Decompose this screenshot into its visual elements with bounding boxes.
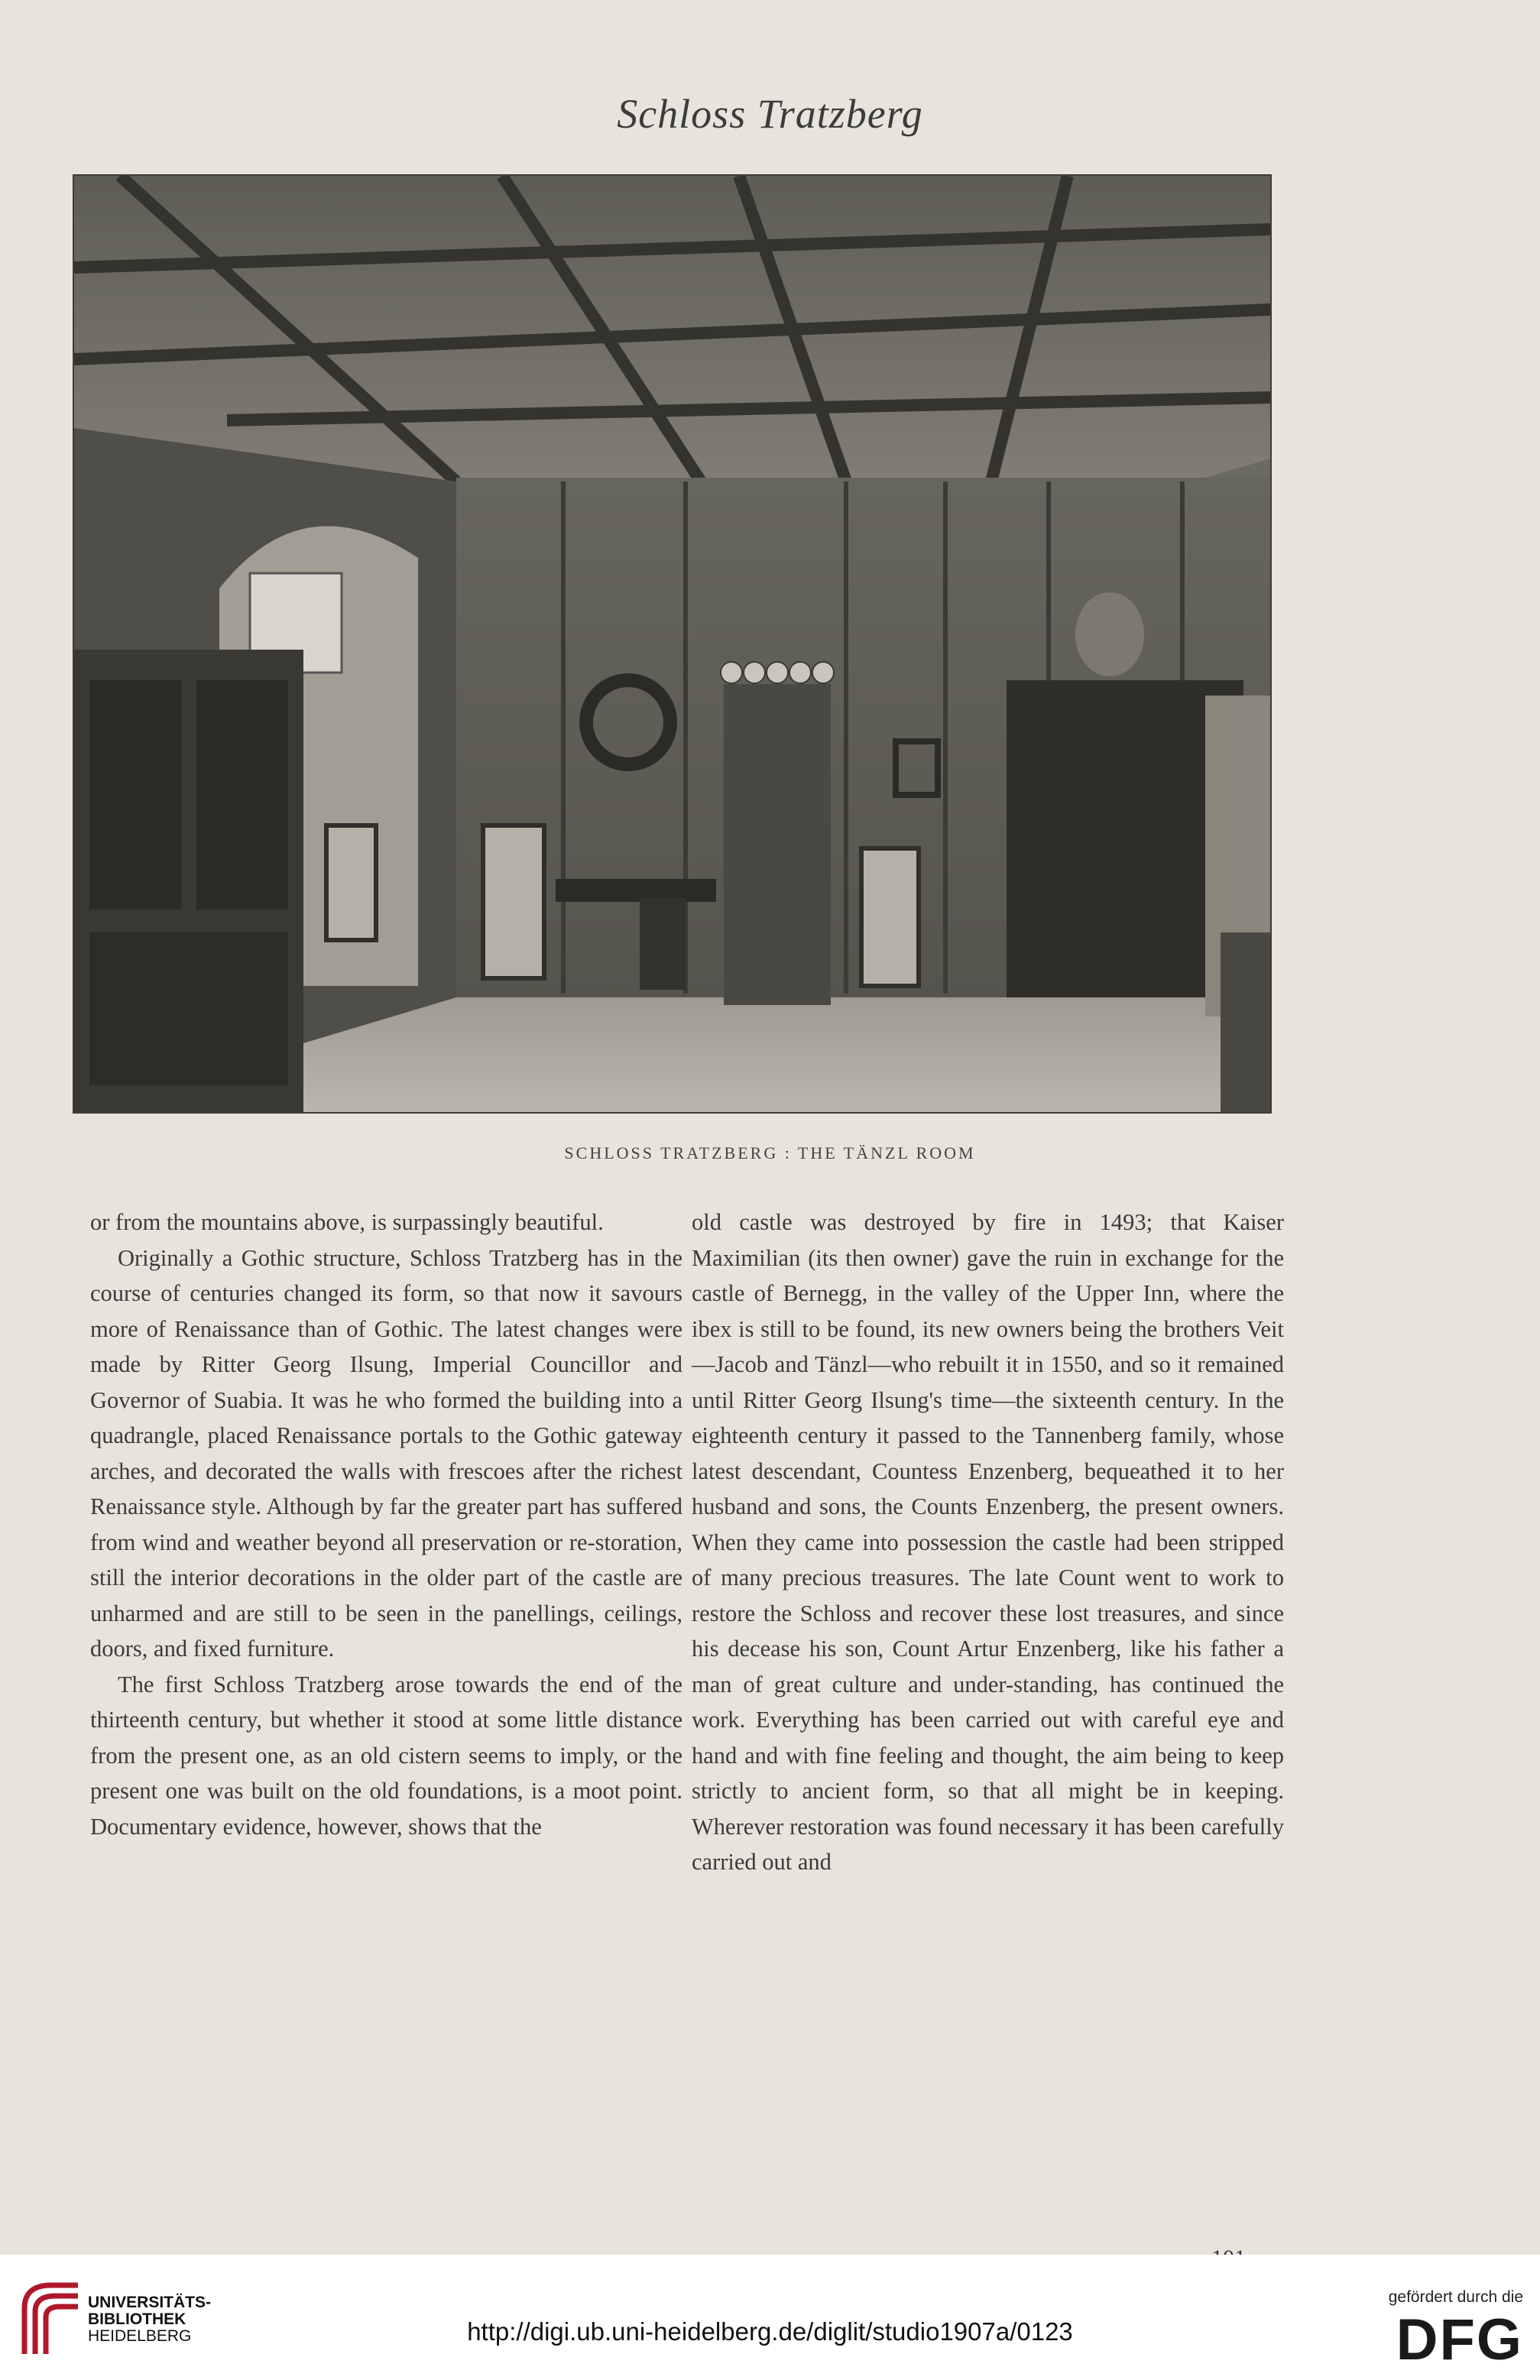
paragraph: The first Schloss Tratzberg arose towards the end of the thirteenth century, but whether it stood at some little distance from the present one, as an old cistern seems to imply, or the present one was built on the old foundations, is a moot point. Documentary evidence, however, shows that the (90, 1671, 682, 1840)
funder-label: gefördert durch die (1388, 2288, 1523, 2306)
paragraph: or from the mountains above, is surpassingly beautiful. (90, 1209, 604, 1235)
library-name-line: HEIDELBERG (88, 2327, 192, 2345)
permalink-url[interactable]: http://digi.ub.uni-heidelberg.de/diglit/studio1907a/0123 (467, 2317, 1073, 2346)
paragraph: old castle was destroyed by fire in 1493; that Kaiser Maximilian (its then owner) gave the ruin in exchange for the castle of Bernegg, in the valley of the Upper Inn, where the ibex is still to be found, its new owners being the brothers Veit—Jacob and Tänzl—who rebuilt it in 1550, and so it remained until Ritter Georg Ilsung's time—the sixteenth century. In the eighteenth century it passed to the Tannenberg family, whose latest descendant, Countess Enzenberg, bequeathed it to her husband and sons, the Counts Enzenberg, the present owners. When they came into possession the castle had been stripped of many precious treasures. The late Count went to work to restore the Schloss and recover these lost treasures, and since his decease his son, Count Artur Enzenberg, like his father a man of great culture and under-standing, has continued the work. Everything has been carried out with careful eye and hand and with fine feeling and thought, the aim being to keep strictly to ancient form, so that all might be in keeping. Wherever restoration was found necessary it has been carefully carried out and (692, 1209, 1284, 1875)
running-title: Schloss Tratzberg (617, 91, 923, 137)
library-name-line: UNIVERSITÄTS- (88, 2294, 212, 2311)
paragraph: Originally a Gothic structure, Schloss Tratzberg has in the course of centuries changed its form, so that now it savours more of Renaissance than of Gothic. The latest changes were made by Ritter Georg Ilsung, Imperial Councillor and Governor of Suabia. It was he who formed the building into a quadrangle, placed Renaissance portals to the Gothic gateway arches, and decorated the walls with frescoes after the richest Renaissance style. Although by far the greater part has suffered from wind and weather beyond all preservation or re-storation, still the interior decorations in the older part of the castle are unharmed and are still to be seen in the panellings, ceilings, doors, and fixed furniture. (90, 1244, 682, 1662)
plate-caption: SCHLOSS TRATZBERG : THE TÄNZL ROOM (564, 1143, 976, 1162)
text-column-left (90, 1205, 682, 1844)
photograph-tanzl-room (73, 174, 1272, 1114)
library-name-line: BIBLIOTHEK (88, 2310, 186, 2328)
dfg-logo: DFG (1396, 2307, 1523, 2372)
text-column-right (692, 1205, 1284, 1880)
digitization-footer (0, 2255, 1540, 2380)
